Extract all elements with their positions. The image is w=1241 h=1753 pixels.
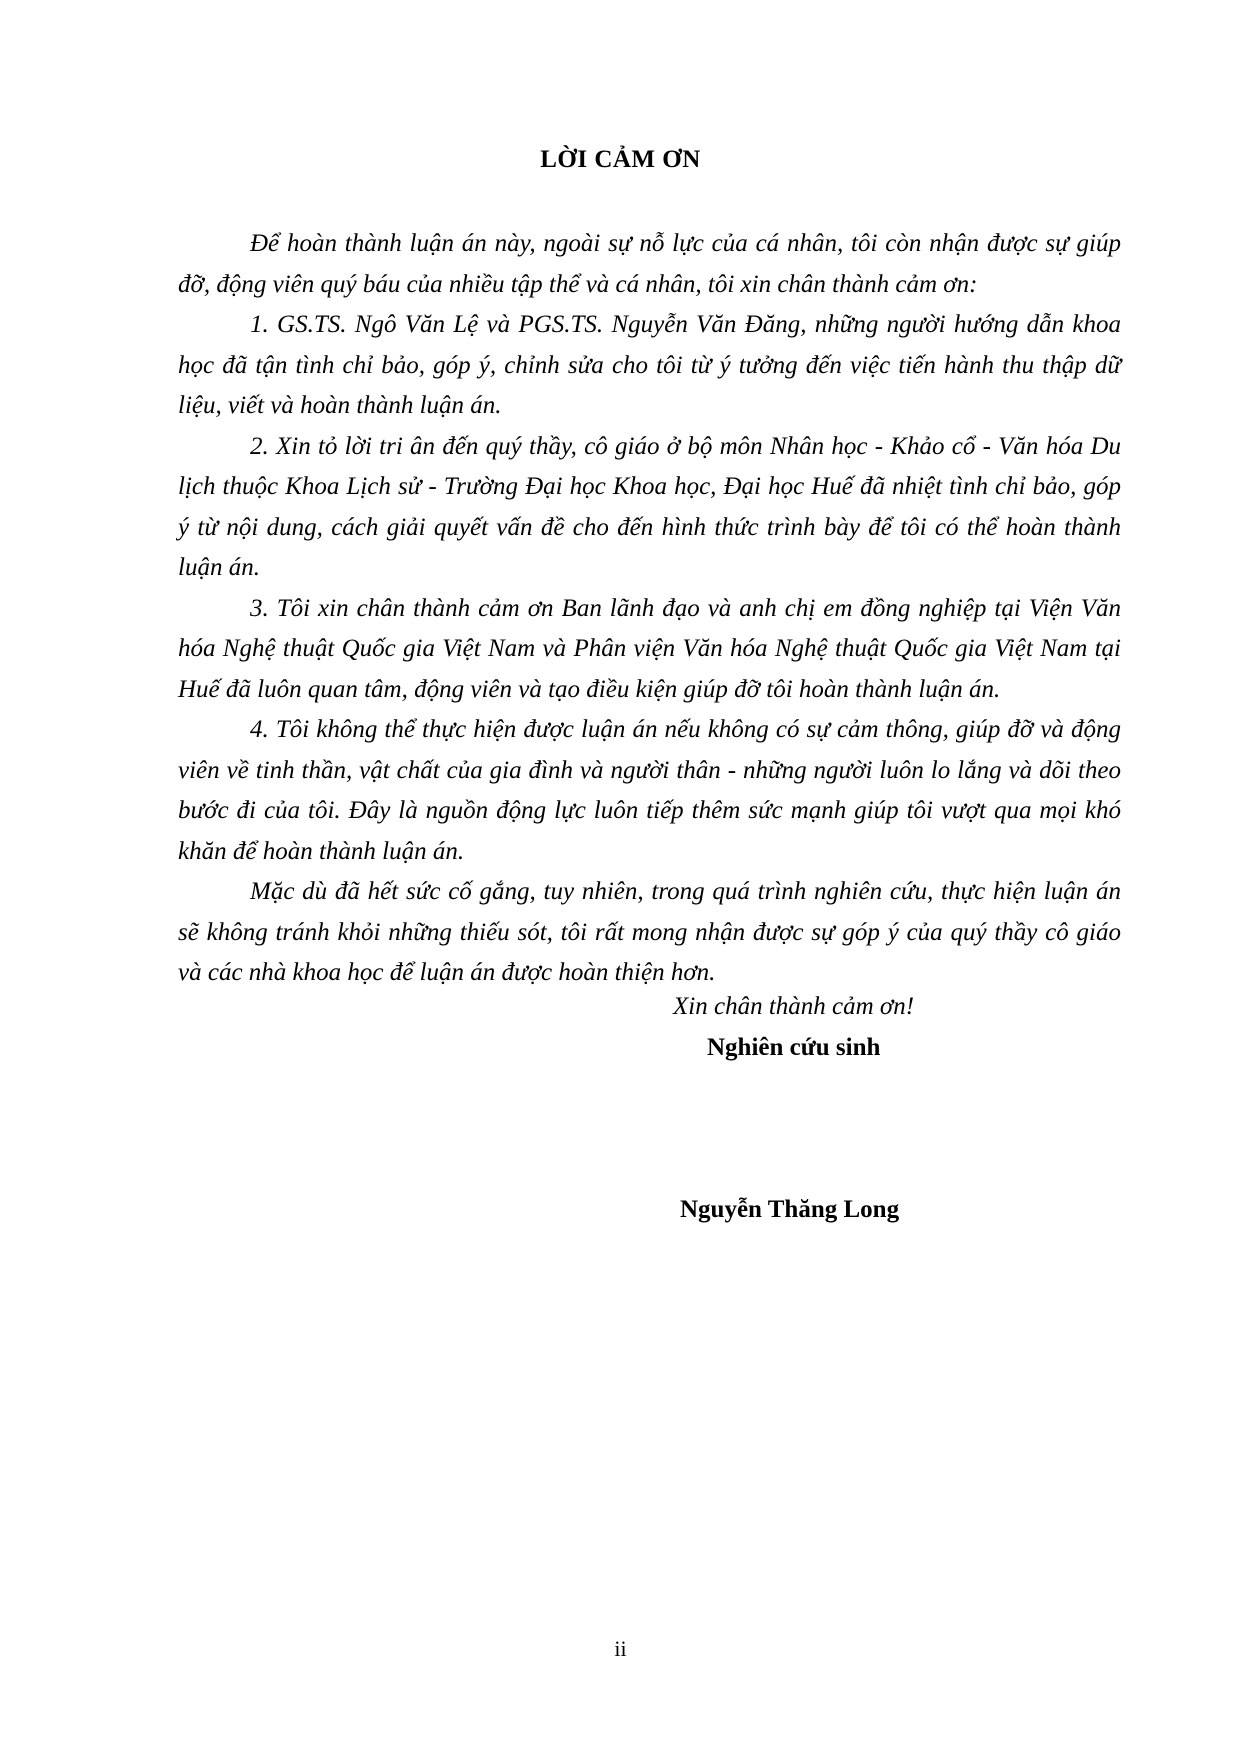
- paragraph-item-3: 3. Tôi xin chân thành cảm ơn Ban lãnh đạo và anh chị em đồng nghiệp tại Viện Văn hóa Nghệ thuật Quốc gia Việt Nam và Phân viện Văn hóa Nghệ thuật Quốc gia Việt Nam tại Huế đã luôn quan tâm, động viên và tạo điều kiện giúp đỡ tôi hoàn thành luận án.: [178, 594, 1121, 703]
- closing-line: Xin chân thành cảm ơn!: [673, 993, 915, 1020]
- paragraph-item-2: 2. Xin tỏ lời tri ân đến quý thầy, cô giáo ở bộ môn Nhân học - Khảo cổ - Văn hóa Du lịch thuộc Khoa Lịch sử - Trường Đại học Khoa học, Đại học Huế đã nhiệt tình chỉ bảo, góp ý từ nội dung, cách giải quyết vấn đề cho đến hình thức trình bày để tôi có thể hoàn thành luận án.: [178, 432, 1121, 581]
- page-number: ii: [614, 1636, 627, 1661]
- page-title: LỜI CẢM ƠN: [540, 146, 701, 173]
- paragraph-conclusion: Mặc dù đã hết sức cố gắng, tuy nhiên, trong quá trình nghiên cứu, thực hiện luận án sẽ không tránh khỏi những thiếu sót, tôi rất mong nhận được sự góp ý của quý thầy cô giáo và các nhà khoa học để luận án được hoàn thiện hơn.: [178, 878, 1121, 986]
- paragraph-item-4: 4. Tôi không thể thực hiện được luận án nếu không có sự cảm thông, giúp đỡ và động viên về tinh thần, vật chất của gia đình và người thân - những người luôn lo lắng và dõi theo bước đi của tôi. Đây là nguồn động lực luôn tiếp thêm sức mạnh giúp tôi vượt qua mọi khó khăn để hoàn thành luận án.: [178, 716, 1121, 865]
- author-role: Nghiên cứu sinh: [707, 1034, 881, 1061]
- paragraph-item-1: 1. GS.TS. Ngô Văn Lệ và PGS.TS. Nguyễn Văn Đăng, những người hướng dẫn khoa học đã tận tình chỉ bảo, góp ý, chỉnh sửa cho tôi từ ý tưởng đến việc tiến hành thu thập dữ liệu, viết và hoàn thành luận án.: [178, 311, 1121, 419]
- author-name: Nguyễn Thăng Long: [680, 1196, 900, 1223]
- acknowledgement-body: [178, 224, 1121, 994]
- paragraph-intro: Để hoàn thành luận án này, ngoài sự nỗ lực của cá nhân, tôi còn nhận được sự giúp đỡ, động viên quý báu của nhiều tập thể và cá nhân, tôi xin chân thành cảm ơn:: [178, 230, 1121, 298]
